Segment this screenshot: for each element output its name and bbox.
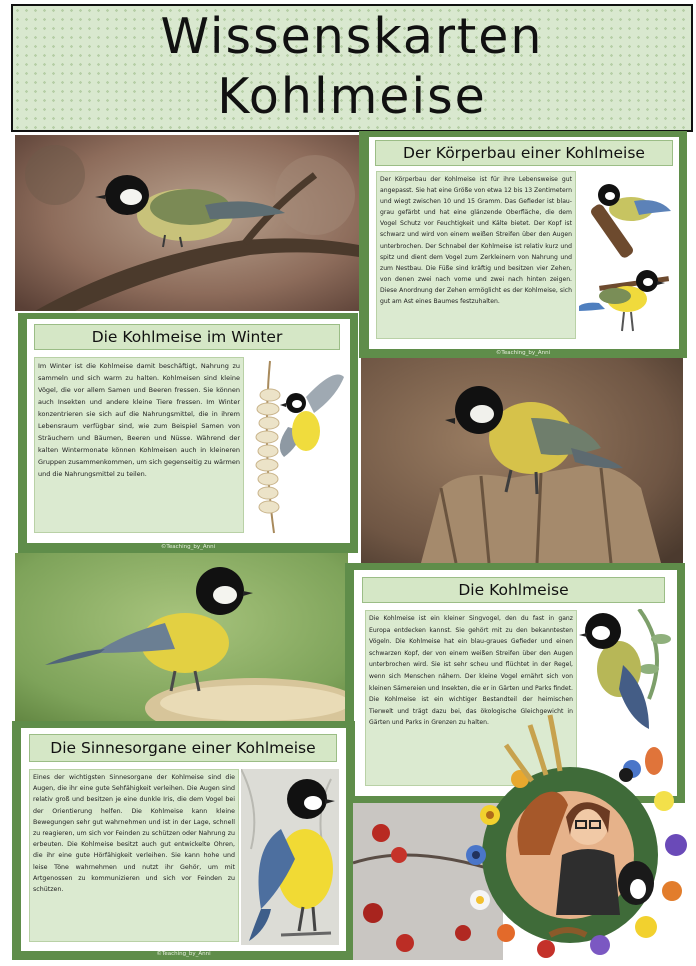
card-koerperbau [359,131,687,358]
title-banner [11,4,693,132]
credit: ©Teaching_by_Anni [160,544,216,550]
photo-great-tit-on-branch [15,135,359,311]
credit: ©Teaching_by_Anni [495,350,551,356]
credit: ©Teaching_by_Anni [156,951,211,957]
photo-great-tit-on-seed-feeder [15,553,348,723]
card-title: Die Kohlmeise im Winter [34,324,340,350]
illustration-great-tits [579,171,675,343]
author-logo-wreath [450,705,696,960]
card-text: Der Körperbau der Kohlmeise ist für ihre Lebensweise gut angepasst. Sie hat eine Größe von etwa 12 bis 13 Zentimetern und wiegt zwischen 10 und 15 Gramm. Das Gefieder ist blau-grau gefärbt und hat eine glänzende Oberfläche, die dem Vogel Schutz vor Feuchtigkeit und Kälte bietet. Der Kopf ist schwarz und wird von einem weißen Streifen über den Augen unterbrochen. Der Schnabel der Kohlmeise ist relativ kurz und spitz und dient dem Vogel zum Zerkleinern von Nahrung und zum Nestbau. Die Füße sind kräftig und besitzen vier Zehen, von denen zwei nach vorne und zwei nach hinten zeigen. Diese Anordnung der Zehen ermöglicht es der Kohlmeise, sich gut am Ast eines Baumes festzuhalten. [376,171,576,339]
card-title: Die Sinnesorgane einer Kohlmeise [29,734,337,762]
illustration-tit-at-feeder [244,357,348,537]
illustration-great-tit-portrait [241,769,339,945]
card-sinnesorgane [12,721,355,960]
card-title: Die Kohlmeise [362,577,665,603]
card-title: Der Körperbau einer Kohlmeise [375,140,673,166]
title-line-1: Wissenskarten [160,8,544,65]
card-text: Im Winter ist die Kohlmeise damit beschäftigt, Nahrung zu sammeln und sich warm zu halten. Kohlmeisen sind kleine Vögel, die vor allem Samen und Beeren fressen. Sie können auch Insekten und andere kleine Tiere fressen. Im Winter konzentrieren sie sich auf die Nahrungsmittel, die in ihrem Lebensraum verfügbar sind, wie zum Beispiel Samen von Sträuchern und Bäumen, Beeren und Nüsse. Während der kalten Wintermonate können Kohlmeisen auch in kleineren Gruppen zusammenkommen, um sich gegenseitig zu wärmen und die Nahrungsmittel zu teilen. [34,357,244,533]
photo-great-tit-on-stump [361,358,683,563]
title-line-2: Kohlmeise [217,68,487,125]
card-winter [18,313,358,553]
card-text: Eines der wichtigsten Sinnesorgane der Kohlmeise sind die Augen, die ihr eine gute Sehfähigkeit verleihen. Die Augen sind relativ groß und besitzen je eine dunkle Iris, die dem Vogel bei der Orientierung helfen. Die Kohlmeise kann kleine Bewegungen sehr gut wahrnehmen und ist in der Lage, schnell zu reagieren, um sich vor Feinden zu schützen oder Nahrung zu erbeuten. Die Kohlmeise besitzt auch gut entwickelte Ohren, die ihr eine gute Hörfähigkeit verleihen. Sie kann hohe und leise Töne wahrnehmen und nutzt ihr Gehör, um mit Artgenossen zu kommunizieren und sich vor Feinden zu schützen. [29,769,239,942]
card-text: Die Kohlmeise ist ein kleiner Singvogel, den du fast in ganz Europa entdecken kannst. Sie gehört mit zu den bekanntesten Vögeln. Die Kohlmeise hat ein blau-graues Gefieder und einen schwarzen Kopf, der von einem weißen Streifen über den Augen unterbrochen wird. Sie ist sehr scheu und flüchtet in der Regel, wenn sich Menschen nähern. Der kleine Vogel ernährt sich von kleinen Sämereien und Insekten, die er in Gärten und Parks findet. Die Kohlmeise ist ein wichtiger Bestandteil der heimischen Tierwelt und trägt dazu bei, das ökologische Gleichgewicht in Gärten und Parks in Grenzen zu halten. [365,610,577,786]
